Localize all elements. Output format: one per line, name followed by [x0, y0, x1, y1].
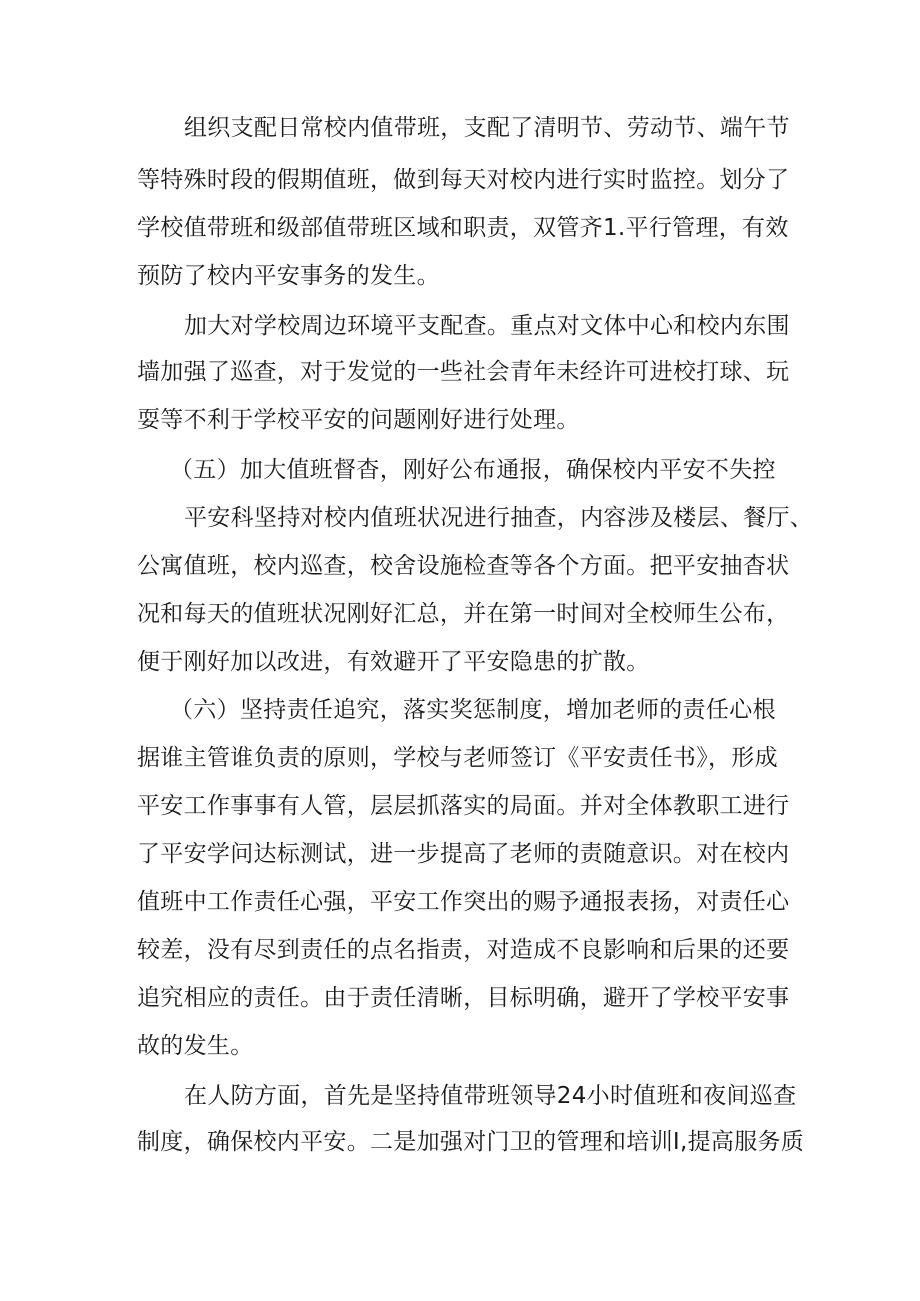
text-line: 学校值带班和级部值带班区域和职责，双管齐1.平行管理，有效: [137, 215, 789, 241]
text-line: 故的发生。: [137, 1033, 254, 1059]
text-line: 组织支配日常校内值带班，支配了清明节、劳动节、端午节: [184, 115, 790, 141]
section-heading: （六）坚持责任追究，落实奖惩制度，增加老师的责任心根: [170, 697, 776, 723]
text-line: 追究相应的责任。由于责任清晰，目标明确，避开了学校平安事: [137, 985, 790, 1011]
text-line: 公寓值班，校内巡查，校舍设施检查等各个方面。把平安抽杳状: [137, 553, 790, 579]
text-line: 平安工作事事有人管，层层抓落实的局面。并对全体教职工进行: [137, 793, 790, 819]
text-line: 等特殊时段的假期值班，做到每天对校内进行实时监控。划分了: [137, 167, 790, 193]
text-line: 加大对学校周边环境平支配查。重点对文体中心和校内东围: [184, 313, 790, 339]
text-line: 平安科坚持对校内值班状况进行抽查，内容涉及楼层、餐厅、: [184, 505, 814, 531]
text-line: 了平安学问达标测试，进一步提高了老师的责随意识。对在校内: [137, 841, 790, 867]
text-line: 在人防方面，首先是坚持值带班领导24小时值班和夜间巡查: [184, 1083, 797, 1109]
text-line: 制度，确保校内平安。二是加强对门卫的管理和培训I,提高服务质: [137, 1129, 805, 1155]
text-line: 耍等不利于学校平安的问题刚好进行处理。: [137, 407, 580, 433]
text-line: 便于刚好加以改进，有效避开了平安隐患的扩散。: [137, 649, 650, 675]
text-line: 况和每天的值班状况刚好汇总，并在第一时间对全校师生公布，: [137, 601, 790, 627]
text-line: 值班中工作责任心强，平安工作突出的赐予通报表扬，对责任心: [137, 889, 790, 915]
section-heading: （五）加大值班督杳，刚好公布通报，确保校内平安不失控: [170, 457, 776, 483]
text-line: 墙加强了巡查，对于发觉的一些社会青年未经许可进校打球、玩: [137, 359, 790, 385]
text-line: 据谁主管谁负责的原则，学校与老师签订《平安责任书》，形成: [137, 745, 778, 771]
text-line: 预防了校内平安事务的发生。: [137, 263, 440, 289]
text-line: 较差，没有尽到责任的点名指责，对造成不良影响和后果的还要: [137, 937, 790, 963]
